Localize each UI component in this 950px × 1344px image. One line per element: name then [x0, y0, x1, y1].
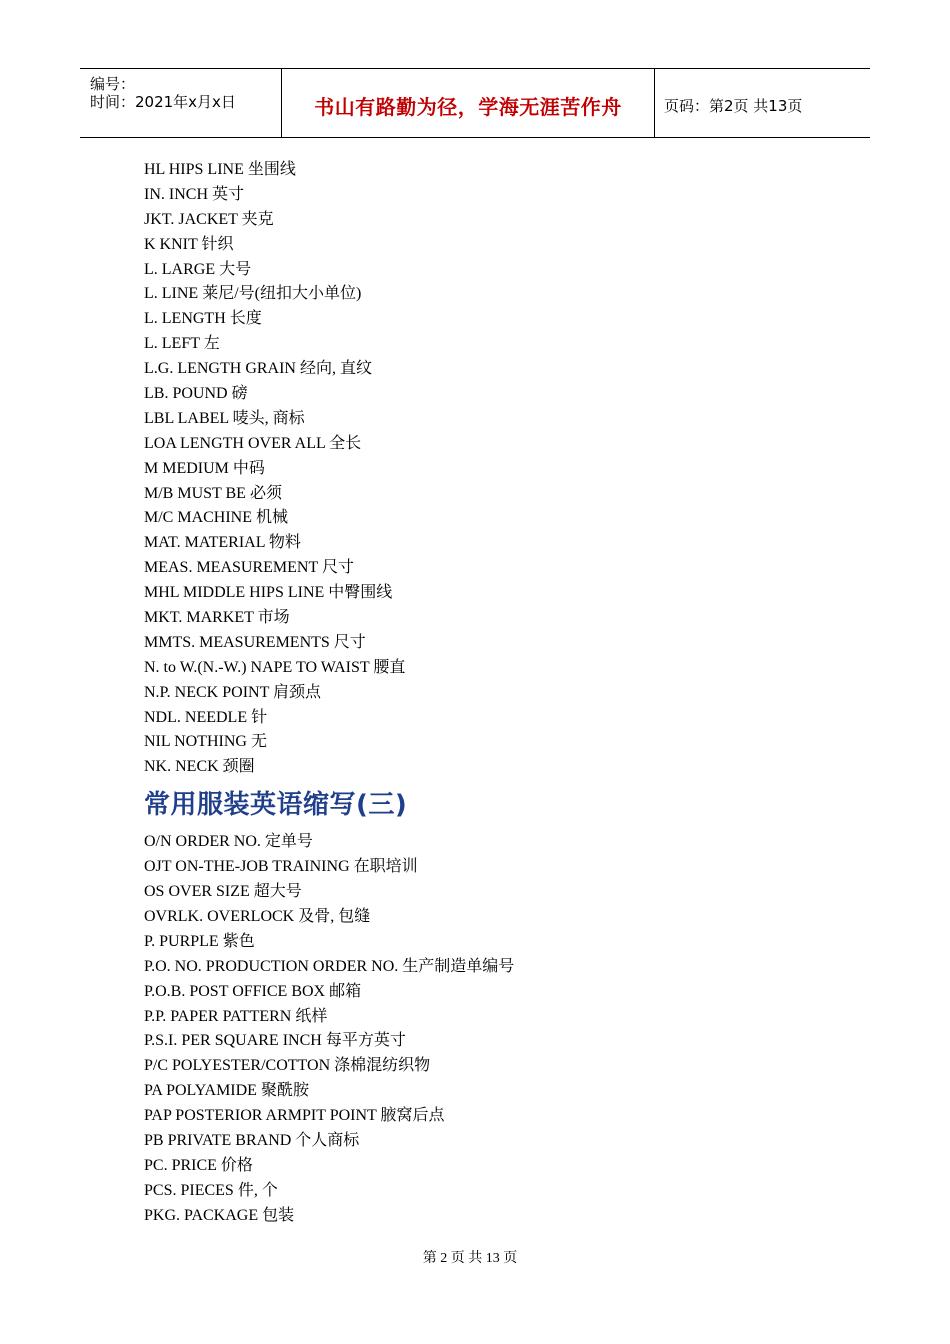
- abbreviation-entry: NIL NOTHING 无: [144, 733, 267, 751]
- header-info-cell: [80, 69, 280, 137]
- abbreviation-entry: K KNIT 针织: [144, 235, 234, 253]
- abbreviation-entry: M MEDIUM 中码: [144, 459, 265, 477]
- abbreviation-entry: P/C POLYESTER/COTTON 涤棉混纺织物: [144, 1057, 431, 1075]
- abbreviation-entry: PAP POSTERIOR ARMPIT POINT 腋窝后点: [144, 1107, 445, 1125]
- abbreviation-entry: IN. INCH 英寸: [144, 185, 244, 203]
- abbreviation-entry: LB. POUND 磅: [144, 385, 248, 403]
- abbreviation-entry: P.O.B. POST OFFICE BOX 邮箱: [144, 982, 362, 1000]
- code-label: 编号：: [90, 75, 136, 93]
- entry-list-part1: [144, 158, 844, 780]
- abbreviation-entry: LOA LENGTH OVER ALL 全长: [144, 434, 362, 452]
- page-footer: [0, 1247, 950, 1267]
- page-header: [80, 68, 870, 138]
- abbreviation-entry: PKG. PACKAGE 包装: [144, 1206, 295, 1224]
- abbreviation-entry: L. LINE 莱尼/号(纽扣大小单位): [144, 285, 362, 303]
- abbreviation-entry: LBL LABEL 唛头, 商标: [144, 409, 305, 427]
- header-motto-cell: [281, 69, 655, 137]
- document-body: [144, 158, 844, 1229]
- abbreviation-entry: MHL MIDDLE HIPS LINE 中臀围线: [144, 584, 393, 602]
- page-info: 页码：第2页 共13页: [664, 97, 803, 115]
- abbreviation-entry: M/B MUST BE 必须: [144, 484, 282, 502]
- abbreviation-entry: M/C MACHINE 机械: [144, 509, 289, 527]
- abbreviation-entry: PCS. PIECES 件, 个: [144, 1181, 278, 1199]
- abbreviation-entry: PC. PRICE 价格: [144, 1156, 253, 1174]
- footer-page-number: 第 2 页 共 13 页: [422, 1251, 518, 1266]
- motto-text: 书山有路勤为径，学海无涯苦作舟: [314, 95, 622, 119]
- abbreviation-entry: P. PURPLE 紫色: [144, 932, 255, 950]
- abbreviation-entry: L. LARGE 大号: [144, 260, 252, 278]
- abbreviation-entry: MEAS. MEASUREMENT 尺寸: [144, 559, 354, 577]
- abbreviation-entry: NDL. NEEDLE 针: [144, 708, 268, 726]
- abbreviation-entry: MKT. MARKET 市场: [144, 609, 290, 627]
- abbreviation-entry: L. LENGTH 长度: [144, 310, 262, 328]
- date-label: 时间：2021年x月x日: [90, 93, 236, 111]
- abbreviation-entry: MAT. MATERIAL 物料: [144, 534, 301, 552]
- abbreviation-entry: O/N ORDER NO. 定单号: [144, 833, 313, 851]
- abbreviation-entry: HL HIPS LINE 坐围线: [144, 161, 296, 178]
- abbreviation-entry: N. to W.(N.-W.) NAPE TO WAIST 腰直: [144, 658, 406, 676]
- section-title: 常用服装英语缩写(三): [144, 790, 408, 821]
- abbreviation-entry: N.P. NECK POINT 肩颈点: [144, 683, 322, 701]
- abbreviation-entry: P.P. PAPER PATTERN 纸样: [144, 1007, 328, 1025]
- header-page-cell: [654, 69, 870, 137]
- abbreviation-entry: P.S.I. PER SQUARE INCH 每平方英寸: [144, 1032, 406, 1050]
- entry-list-part2: [144, 830, 844, 1228]
- abbreviation-entry: PA POLYAMIDE 聚酰胺: [144, 1082, 309, 1100]
- abbreviation-entry: NK. NECK 颈圈: [144, 758, 255, 776]
- abbreviation-entry: OJT ON-THE-JOB TRAINING 在职培训: [144, 858, 418, 876]
- abbreviation-entry: L. LEFT 左: [144, 335, 220, 353]
- abbreviation-entry: OVRLK. OVERLOCK 及骨, 包缝: [144, 907, 371, 925]
- abbreviation-entry: OS OVER SIZE 超大号: [144, 883, 302, 901]
- abbreviation-entry: PB PRIVATE BRAND 个人商标: [144, 1131, 360, 1149]
- abbreviation-entry: MMTS. MEASUREMENTS 尺寸: [144, 633, 366, 651]
- abbreviation-entry: JKT. JACKET 夹克: [144, 210, 274, 228]
- abbreviation-entry: P.O. NO. PRODUCTION ORDER NO. 生产制造单编号: [144, 957, 515, 975]
- abbreviation-entry: L.G. LENGTH GRAIN 经向, 直纹: [144, 360, 372, 378]
